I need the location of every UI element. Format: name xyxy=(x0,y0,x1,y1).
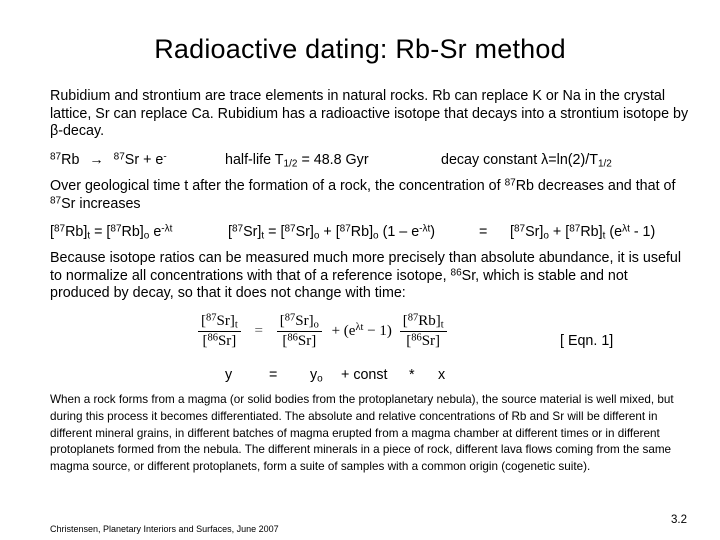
differentiation-paragraph: When a rock forms from a magma (or solid bodies from the protoplanetary nebula), the source material is well mixed, but during this process it becomes differentiated. The absolute and relative concentrations of Rb and Sr will be different in different mineral grains, in different batches of magma erupted from a magma chamber at different times or in different protoplanets formed from the nebula. The different minerals in a piece of rock, different lava flows coming from the same magma source, or different protoplanets, form a suite of samples with a common origin (cogenetic suite). xyxy=(50,393,674,474)
ratio-t: $\frac{[^{87}Sr]_t}{[^{86}Sr]}$ xyxy=(198,313,241,350)
half-life: half-life $T_{1/2} = 48.8$ Gyr xyxy=(225,152,369,170)
rb-decay-equation: $[^{87}Rb]_t = [^{87}Rb]_o$ $e^{-\lambda t}$ xyxy=(50,223,173,242)
ratio-o: $\frac{[^{87}Sr]_o}{[^{86}Sr]}$ xyxy=(277,313,322,350)
ratio-rb: $\frac{[^{87}Rb]_t}{[^{86}Sr]}$ xyxy=(400,313,447,350)
footer-citation: Christensen, Planetary Interiors and Surfaces, June 2007 xyxy=(50,524,279,534)
legend-y: y xyxy=(225,367,233,383)
intro-paragraph: Rubidium and strontium are trace elements in natural rocks. Rb can replace K or Na in the crystal lattice, Sr can replace Ca. Rubidium has a radioactive isotope that decays into a strontium isotope by β-decay. xyxy=(50,88,689,139)
decay-constant: decay constant $\lambda=\ln(2)/T_{1/2}$ xyxy=(441,152,612,170)
legend-yo: $y_o$ xyxy=(310,367,323,385)
sr-growth-equation: $[^{87}Sr]_t = [^{87}Sr]_o + [^{87}Rb]_o$ $(1 - e^{-\lambda t})$ xyxy=(228,223,436,242)
decay-arrow: → xyxy=(89,152,104,168)
legend-const: + const xyxy=(341,367,388,383)
legend-star: * xyxy=(409,367,415,383)
legend-x: x xyxy=(438,367,446,383)
equation-label: [ Eqn. 1] xyxy=(560,333,614,349)
legend-equals: = xyxy=(269,367,278,383)
time-evolution-paragraph: Over geological time t after the formation of a rock, the concentration of $^{87}$Rb decreases and that of $^{87}$Sr increases xyxy=(50,177,676,212)
slide-title: Radioactive dating: Rb-Sr method xyxy=(154,34,566,64)
page-number: 3.2 xyxy=(671,514,687,526)
equals-sign: = xyxy=(479,224,488,240)
decay-reaction: $^{87}$Rb → $^{87}$Sr + e- xyxy=(50,151,167,168)
sr-growth-equation-alt: $[^{87}Sr]_o + [^{87}Rb]_t$ $(e^{\lambda t} - 1)$ xyxy=(510,223,656,242)
isochron-equation: $\frac{[^{87}Sr]_t}{[^{86}Sr]}$ = $\frac{[^{87}Sr]_o}{[^{86}Sr]}$ + $(e^{\lambda t} - 1)$ $\frac{[^{87}Rb]_t}{[^{86}Sr]}$ xyxy=(198,313,447,350)
normalization-paragraph: Because isotope ratios can be measured much more precisely than absolute abundance, it is useful to normalize all concentrations with that of a reference isotope, $^{86}$Sr, which is stable and not produced by decay, so that it does not change with time: xyxy=(50,250,682,301)
